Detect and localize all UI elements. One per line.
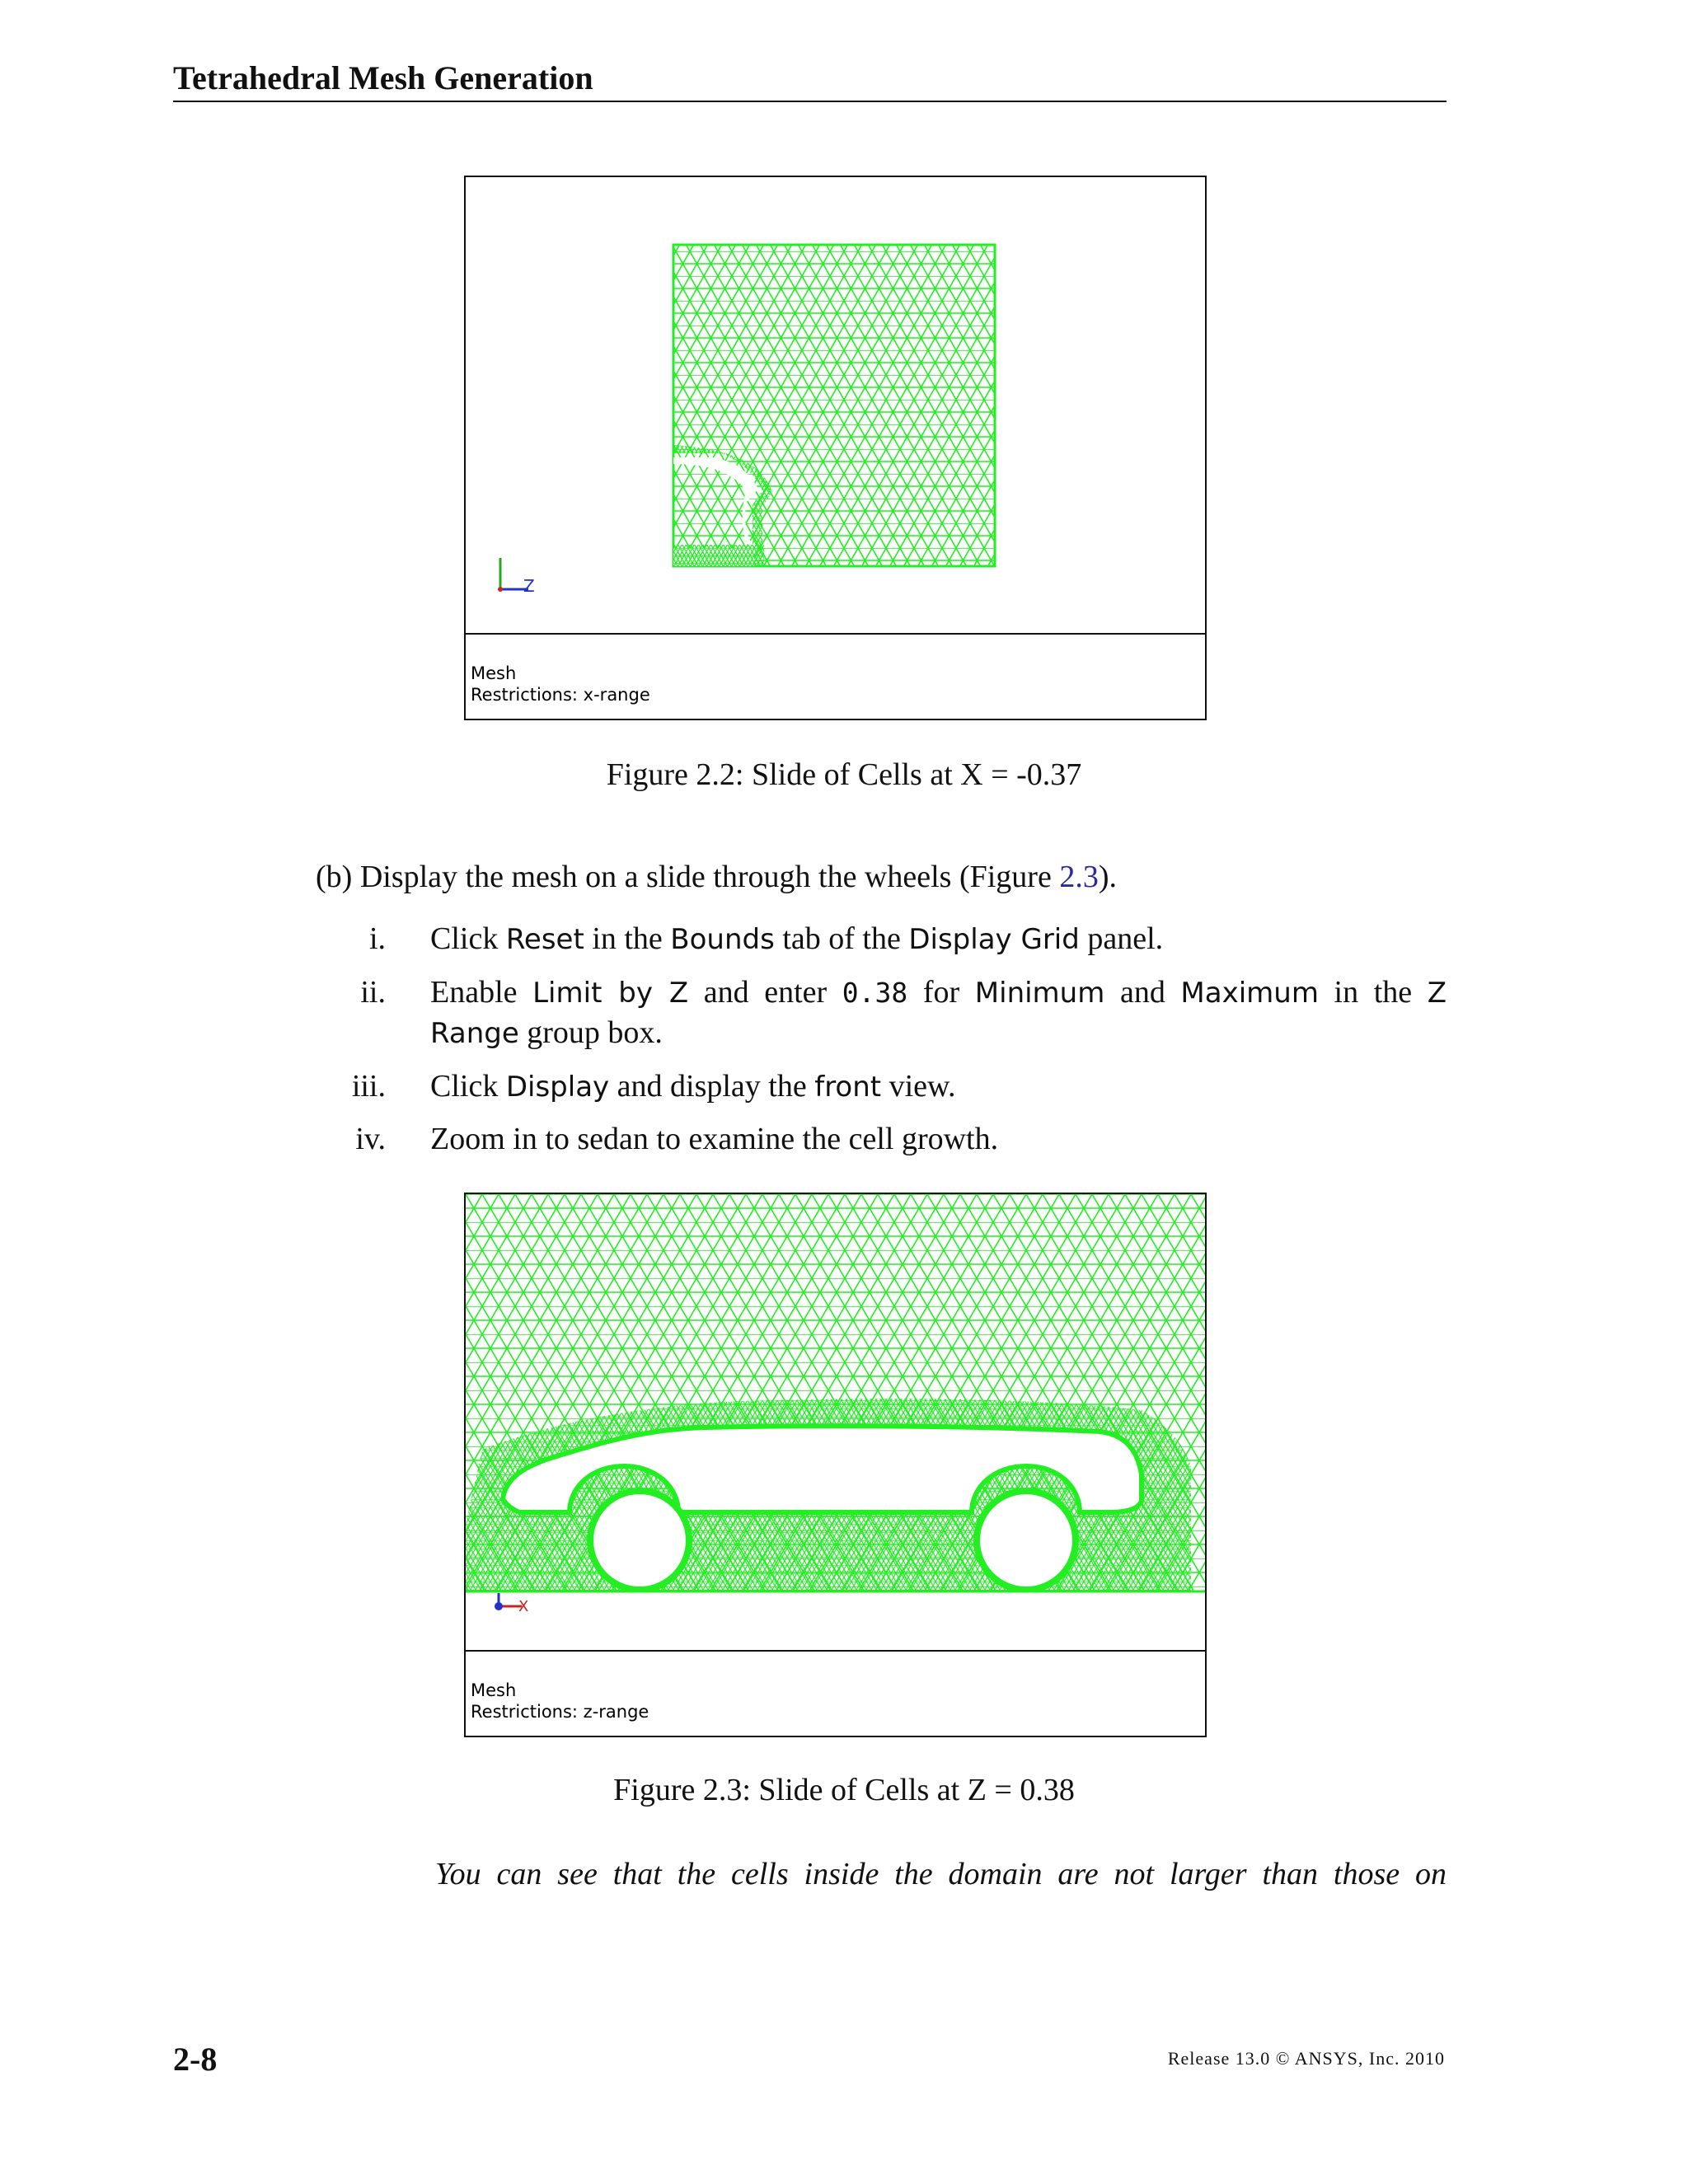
mesh-plot-x-slice — [466, 177, 1205, 635]
figure-legend — [466, 1652, 1205, 1736]
substep-number: i. — [368, 921, 386, 956]
axis-triad-icon — [495, 1593, 528, 1615]
substep-text: Enable — [430, 975, 533, 1010]
legend-title: Mesh — [471, 663, 517, 683]
mesh-z-slice-graphic — [466, 1194, 1205, 1650]
substep-text: in the — [1318, 975, 1428, 1010]
substep-text: group box. — [518, 1015, 663, 1050]
figure-2-2 — [464, 176, 1207, 720]
figure-2-3 — [464, 1193, 1207, 1737]
gui-term-z-range: Z Range — [430, 977, 1447, 1050]
header-title: Tetrahedral Mesh Generation — [173, 59, 593, 96]
substep-number: iii. — [351, 1069, 386, 1104]
substep-text: for — [907, 975, 975, 1010]
legend-restrictions: Restrictions: z-range — [471, 1702, 649, 1722]
substep-text: and enter — [688, 975, 842, 1010]
substep-text: in the — [584, 921, 671, 956]
step-b-text: Display the mesh on a slide through the wheels (Figure — [359, 860, 1060, 894]
substep-text: Click — [430, 921, 506, 956]
substep-2 — [360, 972, 1447, 1052]
substep-text: Click — [430, 1069, 506, 1104]
page-header — [173, 58, 1447, 102]
gui-term-maximum: Maximum — [1180, 977, 1319, 1010]
legend-restrictions: Restrictions: x-range — [471, 685, 650, 705]
axis-label-x: X — [518, 1598, 529, 1615]
figure-legend — [466, 635, 1205, 719]
gui-term-display-grid: Display Grid — [908, 923, 1080, 956]
figure-link[interactable]: 2.3 — [1059, 860, 1099, 894]
gui-term-front: front — [814, 1071, 882, 1104]
substep-text: view. — [881, 1069, 956, 1104]
substep-text: tab of the — [774, 921, 909, 956]
step-b — [316, 857, 1117, 897]
release-note: Release 13.0 © ANSYS, Inc. 2010 — [1167, 2048, 1445, 2069]
figure-2-2-caption: Figure 2.2: Slide of Cells at X = -0.37 — [606, 757, 1082, 792]
mesh-x-slice-graphic — [466, 177, 1205, 633]
gui-term-limit-by-z: Limit by Z — [532, 977, 689, 1010]
value-0-38: 0.38 — [842, 977, 908, 1009]
substep-text: panel. — [1079, 921, 1164, 956]
substep-text: and display the — [609, 1069, 815, 1104]
axis-label-z: Z — [523, 576, 535, 596]
closing-paragraph: You can see that the cells inside the domain are not larger than those on — [435, 1857, 1447, 1891]
substep-text: and — [1104, 975, 1181, 1010]
step-b-label: (b) — [316, 860, 353, 894]
gui-term-minimum: Minimum — [974, 977, 1105, 1010]
substep-number: iv. — [355, 1122, 386, 1156]
gui-term-bounds: Bounds — [670, 923, 775, 956]
step-b-text-end: ). — [1098, 860, 1117, 894]
mesh-plot-z-slice — [466, 1194, 1205, 1652]
gui-term-reset: Reset — [505, 923, 584, 956]
substep-text: Zoom in to sedan to examine the cell growth. — [430, 1122, 999, 1156]
substep-number: ii. — [360, 975, 386, 1010]
page-number: 2-8 — [173, 2041, 218, 2078]
figure-2-3-caption: Figure 2.3: Slide of Cells at Z = 0.38 — [613, 1773, 1075, 1807]
axis-triad-icon — [498, 558, 535, 596]
legend-title: Mesh — [471, 1680, 517, 1700]
gui-term-display: Display — [505, 1071, 610, 1104]
